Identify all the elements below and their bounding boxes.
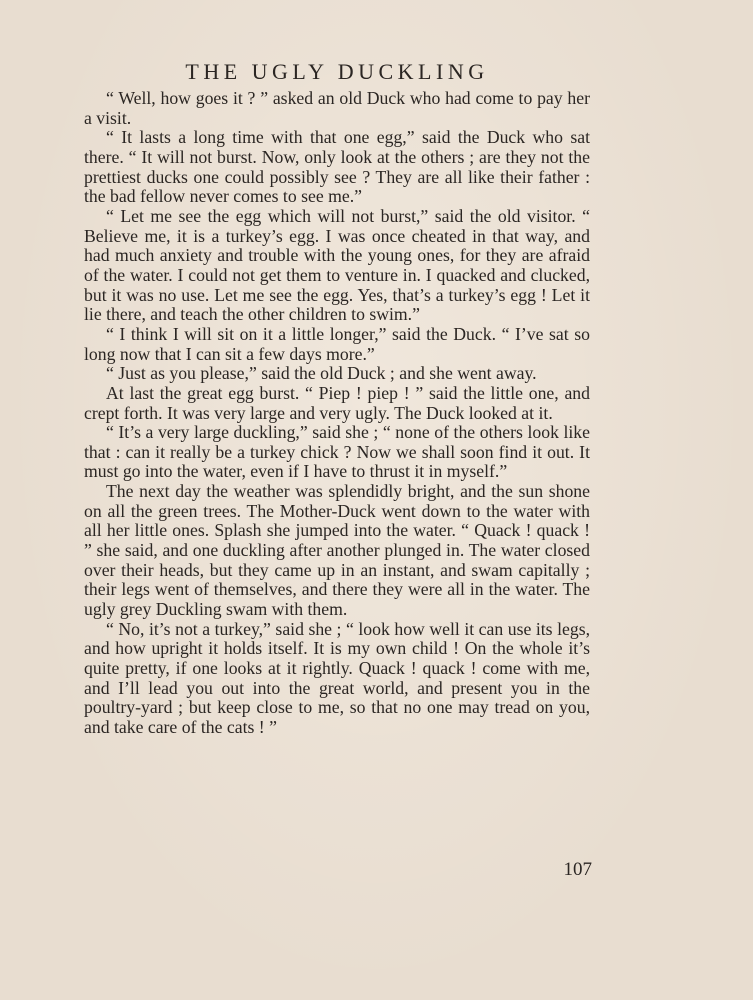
page-number: 107 bbox=[563, 859, 592, 880]
paragraph: The next day the weather was splendidly bright, and the sun shone on all the green trees. The Mother-Duck went down to the water with all her little ones. Splash she jumped into the water. “ Quack ! quack ! ” she said, and one duckling after another plunged in. The water closed over their heads, but they came up in an instant, and swam capitally ; their legs went of themselves, and there they were all in the water. The ugly grey Duckling swam with them. bbox=[84, 481, 590, 620]
paragraph: “ No, it’s not a turkey,” said she ; “ look how well it can use its legs, and how upright it holds itself. It is my own child ! On the whole it’s quite pretty, if one looks at it rightly. Quack ! quack ! come with me, and I’ll lead you out into the great world, and present you in the poultry-yard ; but keep close to me, so that no one may tread on you, and take care of the cats ! ” bbox=[84, 618, 590, 737]
paragraph: “ Well, how goes it ? ” asked an old Duck who had come to pay her a visit. bbox=[84, 88, 590, 128]
body-text bbox=[84, 89, 590, 738]
paragraph: “ It lasts a long time with that one egg,” said the Duck who sat there. “ It will not burst. Now, only look at the others ; are they not the prettiest ducks one could possibly see ? They are all like their father : the bad fellow never comes to see me.” bbox=[84, 127, 590, 207]
running-title: THE UGLY DUCKLING bbox=[185, 59, 489, 84]
paragraph: “ I think I will sit on it a little longer,” said the Duck. “ I’ve sat so long now that I can sit a few days more.” bbox=[84, 323, 590, 364]
paragraph: At last the great egg burst. “ Piep ! piep ! ” said the little one, and crept forth. It was very large and very ugly. The Duck looked at it. bbox=[84, 382, 590, 423]
paragraph: “ It’s a very large duckling,” said she ; “ none of the others look like that : can it really be a turkey chick ? Now we shall soon find it out. It must go into the water, even if I have to thrust it in myself.” bbox=[84, 422, 590, 482]
paragraph: “ Just as you please,” said the old Duck ; and she went away. bbox=[106, 363, 537, 384]
paragraph: “ Let me see the egg which will not burst,” said the old visitor. “ Believe me, it is a turkey’s egg. I was once cheated in that way, and had much anxiety and trouble with the young ones, for they are afraid of the water. I could not get them to venture in. I quacked and clucked, but it was no use. Let me see the egg. Yes, that’s a turkey’s egg ! Let it lie there, and teach the other children to swim.” bbox=[84, 205, 590, 325]
